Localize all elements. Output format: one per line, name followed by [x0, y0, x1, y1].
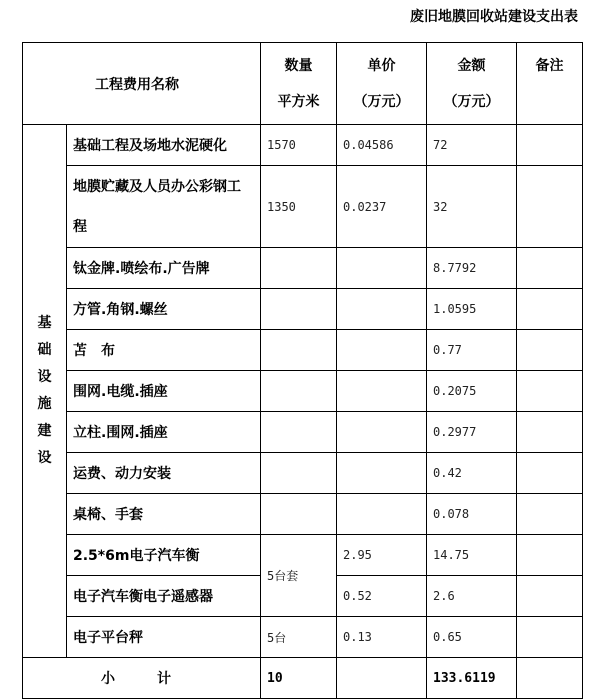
table-row	[23, 494, 583, 535]
subtotal-amount: 133.6119	[427, 658, 517, 699]
subtotal-qty: 10	[261, 658, 337, 699]
header-name: 工程费用名称	[23, 43, 261, 125]
row-name: 方管.角钢.螺丝	[67, 289, 261, 330]
table-row	[23, 166, 583, 248]
row-price	[337, 248, 427, 289]
header-amount-line2: （万元）	[443, 93, 500, 110]
row-name: 基础工程及场地水泥硬化	[67, 125, 261, 166]
table-row	[23, 371, 583, 412]
row-amount: 0.65	[427, 617, 517, 658]
row-remark	[517, 166, 583, 248]
row-qty	[261, 494, 337, 535]
row-qty	[261, 453, 337, 494]
row-amount: 14.75	[427, 535, 517, 576]
table-row	[23, 453, 583, 494]
header-remark: 备注	[517, 43, 583, 125]
row-remark	[517, 248, 583, 289]
category-char: 施	[37, 396, 52, 412]
header-qty-line1: 数量	[284, 57, 313, 74]
category-char: 建	[37, 423, 52, 439]
row-qty	[261, 371, 337, 412]
row-price	[337, 289, 427, 330]
row-name: 电子平台秤	[67, 617, 261, 658]
row-amount: 0.77	[427, 330, 517, 371]
row-price: 0.13	[337, 617, 427, 658]
row-qty	[261, 248, 337, 289]
row-remark	[517, 412, 583, 453]
table-row	[23, 535, 583, 576]
row-price: 0.0237	[337, 166, 427, 248]
expense-table	[22, 42, 583, 699]
row-remark	[517, 494, 583, 535]
table-row	[23, 412, 583, 453]
header-amount-line1: 金额	[457, 57, 486, 74]
table-row	[23, 330, 583, 371]
row-remark	[517, 617, 583, 658]
row-remark	[517, 330, 583, 371]
row-qty	[261, 330, 337, 371]
table-title: 废旧地膜回收站建设支出表	[410, 9, 578, 25]
row-price	[337, 371, 427, 412]
subtotal-row	[23, 658, 583, 699]
row-amount: 0.2977	[427, 412, 517, 453]
row-qty: 5台	[261, 617, 337, 658]
row-qty	[261, 289, 337, 330]
row-name: 地膜贮藏及人员办公彩钢工程	[67, 166, 261, 248]
row-qty: 1570	[261, 125, 337, 166]
category-cell	[23, 125, 67, 658]
row-name: 苫 布	[67, 330, 261, 371]
table-row	[23, 617, 583, 658]
row-price: 0.04586	[337, 125, 427, 166]
row-remark	[517, 453, 583, 494]
row-price: 0.52	[337, 576, 427, 617]
row-amount: 0.42	[427, 453, 517, 494]
subtotal-price	[337, 658, 427, 699]
row-amount: 0.078	[427, 494, 517, 535]
category-char: 设	[37, 450, 52, 466]
row-name: 立柱.围网.插座	[67, 412, 261, 453]
category-char: 础	[37, 342, 52, 358]
row-remark	[517, 289, 583, 330]
header-price-line2: （万元）	[353, 93, 410, 110]
row-remark	[517, 535, 583, 576]
row-price	[337, 453, 427, 494]
header-qty-line2: 平方米	[277, 93, 320, 110]
row-price	[337, 412, 427, 453]
table-row	[23, 248, 583, 289]
row-name: 2.5*6m电子汽车衡	[67, 535, 261, 576]
header-amount	[427, 43, 517, 125]
header-qty	[261, 43, 337, 125]
table-row	[23, 125, 583, 166]
row-amount: 0.2075	[427, 371, 517, 412]
row-remark	[517, 371, 583, 412]
row-qty	[261, 412, 337, 453]
header-price	[337, 43, 427, 125]
row-qty: 5台套	[261, 535, 337, 617]
row-amount: 1.0595	[427, 289, 517, 330]
table-row	[23, 289, 583, 330]
row-remark	[517, 125, 583, 166]
row-price: 2.95	[337, 535, 427, 576]
row-amount: 32	[427, 166, 517, 248]
row-name: 桌椅、手套	[67, 494, 261, 535]
row-remark	[517, 576, 583, 617]
row-amount: 2.6	[427, 576, 517, 617]
row-qty: 1350	[261, 166, 337, 248]
row-amount: 72	[427, 125, 517, 166]
subtotal-remark	[517, 658, 583, 699]
row-name: 围网.电缆.插座	[67, 371, 261, 412]
subtotal-label: 小 计	[23, 658, 261, 699]
row-name: 运费、动力安装	[67, 453, 261, 494]
row-name: 钛金牌.喷绘布.广告牌	[67, 248, 261, 289]
row-price	[337, 494, 427, 535]
row-name: 电子汽车衡电子遥感器	[67, 576, 261, 617]
category-char: 设	[37, 369, 52, 385]
row-amount: 8.7792	[427, 248, 517, 289]
header-row	[23, 43, 583, 125]
category-char: 基	[37, 315, 52, 331]
header-price-line1: 单价	[367, 57, 396, 74]
row-price	[337, 330, 427, 371]
